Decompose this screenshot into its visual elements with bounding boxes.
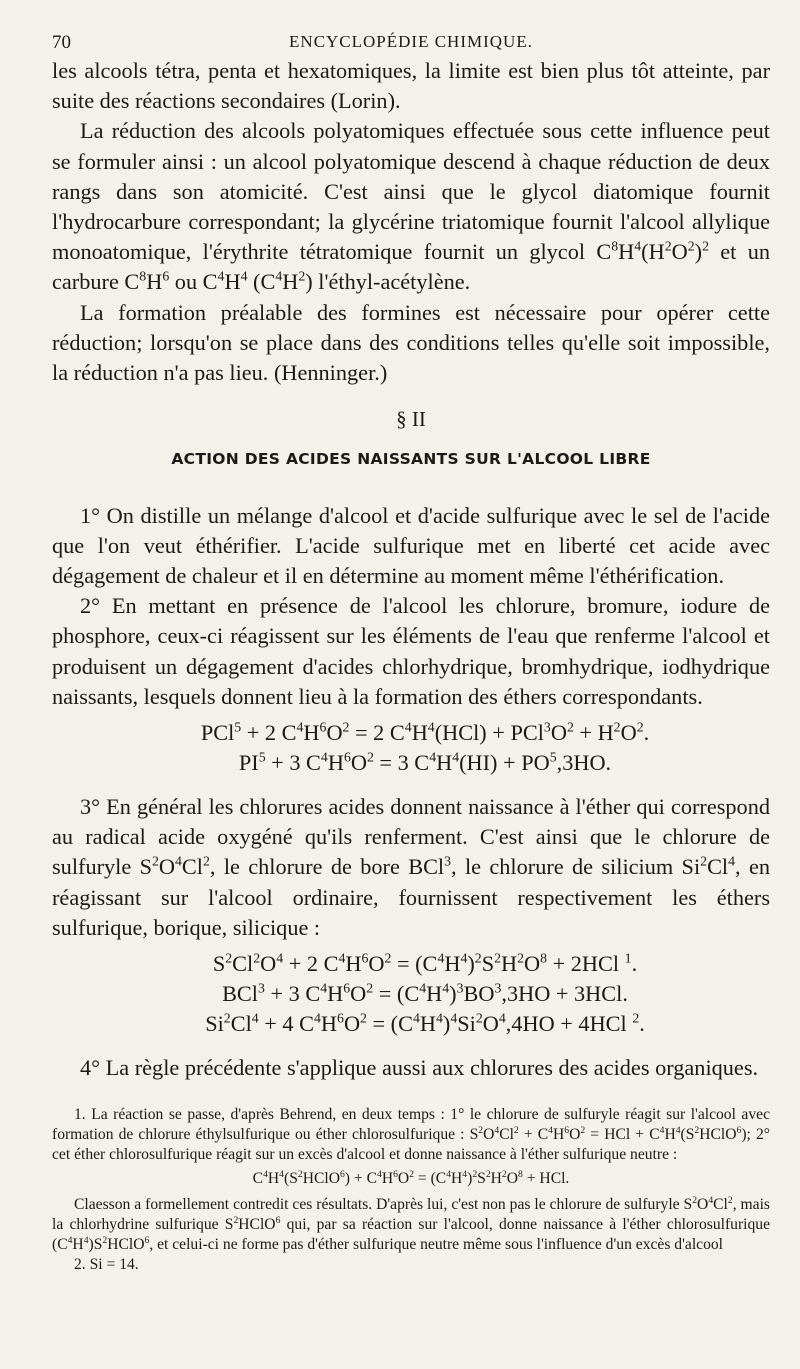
paragraph: 4° La règle précédente s'applique aussi aux chlorures des acides organiques. <box>80 1055 759 1081</box>
paragraph: La réduction des alcools polyatomiques effectuée sous cette influence peut se formuler ainsi : un alcool polyatomique descend à chaque réduction de deux rangs dans son atomicité. C'est ainsi que le glycol diatomique fournit l'hydrocarbure correspondant; la glycérine triatomique fournit l'alcool allylique monoatomique, l'érythrite tétratomique fournit un glycol $C^8H^4(H^2O^2)^2$ et un carbure $C^8H^6$ ou $C^4H^4$ $(C^4H^2)$ l'éthyl-acétylène. <box>52 118 770 295</box>
footnote: 2. Si = 14. <box>74 1256 139 1274</box>
footnotes <box>52 1105 770 1275</box>
running-title: ENCYCLOPÉDIE CHIMIQUE. <box>289 32 533 51</box>
paragraph: 3° En général les chlorures acides donnent naissance à l'éther qui correspond au radical acide oxygéné qu'ils renferment. C'est ainsi que le chlorure de sulfuryle $S^2O^4Cl^2$, le chlorure de bore BCl$^3$, le chlorure de silicium Si$^2$Cl$^4$, en réagissant sur l'alcool ordinaire, fournissent respectivement les éthers sulfurique, borique, silicique : <box>52 794 771 940</box>
paragraph: La formation préalable des formines est nécessaire pour opérer cette réduction; lorsqu'on se place dans des conditions telles qu'elle soit impossible, la réduction n'a pas lieu. (Henninger.) <box>52 299 770 386</box>
page-header <box>52 30 770 56</box>
paragraph: 2° En mettant en présence de l'alcool les chlorure, bromure, iodure de phosphore, ceux-ci réagissent sur les éléments de l'eau que renferme l'alcool et produisent un dégagement d'acides chlorhydrique, bromhydrique, iodhydrique naissants, lesquels donnent lieu à la formation des éthers correspondants. <box>52 593 770 709</box>
formula: $Si^2Cl^4 + 4$ $C^4H^6O^2 = (C^4H^4)^4Si^2O^4,4HO + 4HCl$ $^2$. <box>205 1010 645 1037</box>
page-number: 70 <box>52 32 71 53</box>
paragraph: les alcools tétra, penta et hexatomiques, la limite est bien plus tôt atteinte, par suite des réactions secondaires (Lorin). <box>52 58 770 114</box>
section-mark: § II <box>396 407 426 432</box>
formula: PCl$^5$ + 2 $C^4H^6O^2 = 2$ $C^4H^4(HCl) + PCl^3O^2 + H^2O^2$. <box>200 719 650 746</box>
formula-block <box>52 718 770 778</box>
footnote: Claesson a formellement contredit ces résultats. D'après lui, c'est non pas le chlorure de sulfuryle $S^2O^4Cl^2$, mais la chlorhydrine sulfurique $S^2HClO^6$ qui, par sa réaction sur l'alcool, donne naissance à l'éther chlorosulfurique $(C^4H^4)S^2HClO^6$, et celui-ci ne forme pas d'éther sulfurique neutre même sous l'influence d'un excès d'alcool <box>52 1195 770 1254</box>
formula-block <box>52 949 770 1039</box>
footnote: 1. La réaction se passe, d'après Behrend, en deux temps : 1° le chlorure de sulfuryle réagit sur l'alcool avec formation de chlorure éthylsulfurique ou éther chlorosulfurique : $S^2O^4Cl^2 + C^4H^6O^2$ = HCl + $C^4H^4(S^2HClO^6)$; 2° cet éther chlorosulfurique réagit sur un excès d'alcool et donne naissance à l'éther sulfurique neutre : <box>52 1106 770 1164</box>
paragraph: 1° On distille un mélange d'alcool et d'acide sulfurique avec le sel de l'acide que l'on veut éthérifier. L'acide sulfurique met en liberté cet acide avec dégagement de chaleur et il en détermine au moment même l'éthérification. <box>52 502 770 589</box>
formula: $S^2Cl^2O^4 + 2$ $C^4H^6O^2 = (C^4H^4)^2S^2H^2O^8 + 2HCl$ $^1$. <box>212 950 638 977</box>
section-title: ACTION DES ACIDES NAISSANTS SUR L'ALCOOL LIBRE <box>171 450 651 469</box>
formula: BCl$^3$ + 3 $C^4H^6O^2 = (C^4H^4)^3BO^3,3HO + 3HCl$. <box>222 980 628 1007</box>
body-text <box>52 56 770 1083</box>
footnote-formula: $C^4H^4(S^2HClO^6) + C^4H^6O^2 = (C^4H^4)^2S^2H^2O^8$ + HCl. <box>252 1169 570 1188</box>
formula: $PI^5 + 3$ $C^4H^6O^2 = 3$ $C^4H^4(HI) + PO^5,3HO$. <box>238 749 612 776</box>
